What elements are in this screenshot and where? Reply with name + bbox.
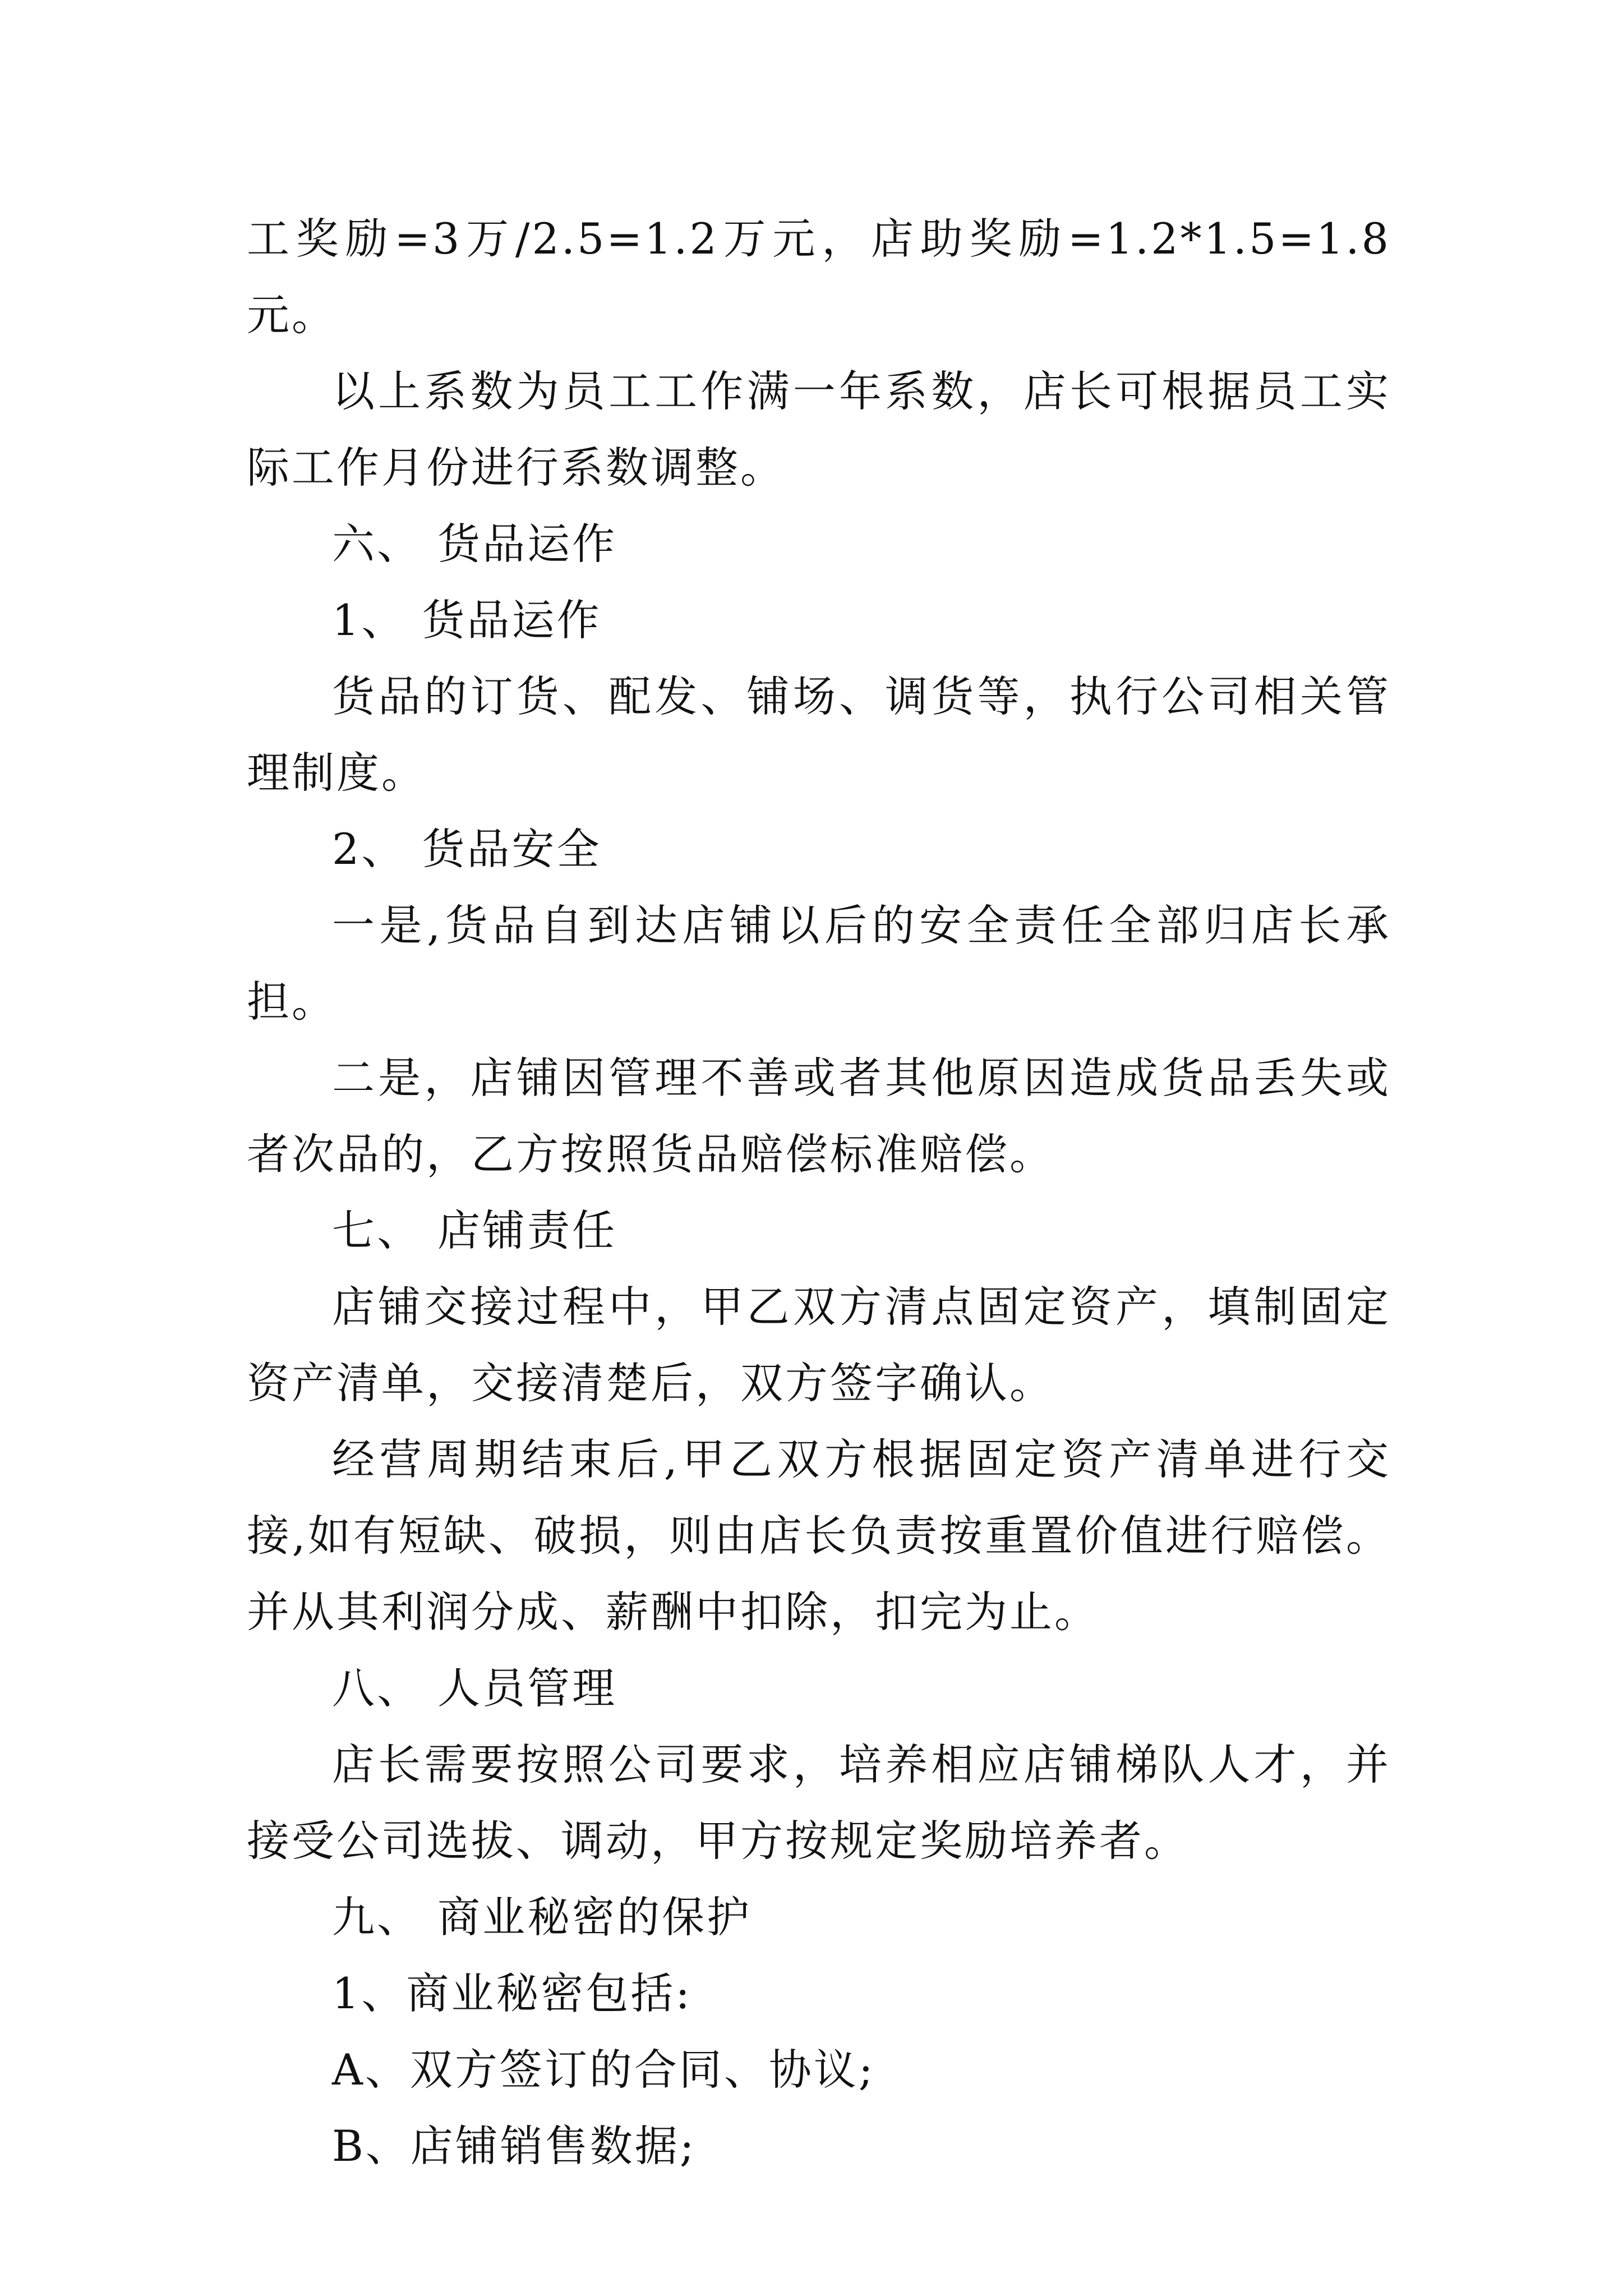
- paragraph-coefficient-note: 以上系数为员工工作满一年系数，店长可根据员工实际工作月份进行系数调整。: [247, 366, 1391, 493]
- subsection-heading-secrets-include: 1、商业秘密包括:: [332, 1968, 692, 2018]
- section-heading-trade-secrets: 九、 商业秘密的保护: [332, 1892, 752, 1942]
- list-item-sales-data: B、店铺销售数据;: [332, 2121, 697, 2171]
- list-item-contracts: A、双方签订的合同、协议;: [332, 2045, 875, 2095]
- paragraph-safety-second: 二是，店铺因管理不善或者其他原因造成货品丢失或者次品的，乙方按照货品赔偿标准赔偿。: [247, 1053, 1391, 1179]
- paragraph-safety-first: 一是,货品自到达店铺以后的安全责任全部归店长承担。: [247, 900, 1391, 1027]
- paragraph-period-end: 经营周期结束后,甲乙双方根据固定资产清单进行交接,如有短缺、破损，则由店长负责按重置价值进行赔偿。并从其利润分成、薪酬中扣除，扣完为止。: [247, 1434, 1391, 1637]
- section-heading-store-responsibility: 七、 店铺责任: [332, 1205, 617, 1255]
- paragraph-handover: 店铺交接过程中，甲乙双方清点固定资产，填制固定资产清单，交接清楚后，双方签字确认。: [247, 1282, 1391, 1408]
- paragraph-personnel: 店长需要按照公司要求，培养相应店铺梯队人才，并接受公司选拔、调动，甲方按规定奖励培养者。: [247, 1740, 1391, 1866]
- paragraph-reward-formula: 工奖励=3万/2.5=1.2万元，店助奖励=1.2*1.5=1.8元。: [247, 214, 1391, 340]
- document-body: [247, 201, 1391, 2184]
- paragraph-goods-operation: 货品的订货、配发、铺场、调货等，执行公司相关管理制度。: [247, 671, 1391, 798]
- subsection-heading-goods-operation: 1、 货品运作: [332, 595, 602, 645]
- section-heading-goods-operation: 六、 货品运作: [332, 519, 617, 569]
- subsection-heading-goods-safety: 2、 货品安全: [332, 824, 602, 874]
- section-heading-personnel: 八、 人员管理: [332, 1663, 617, 1713]
